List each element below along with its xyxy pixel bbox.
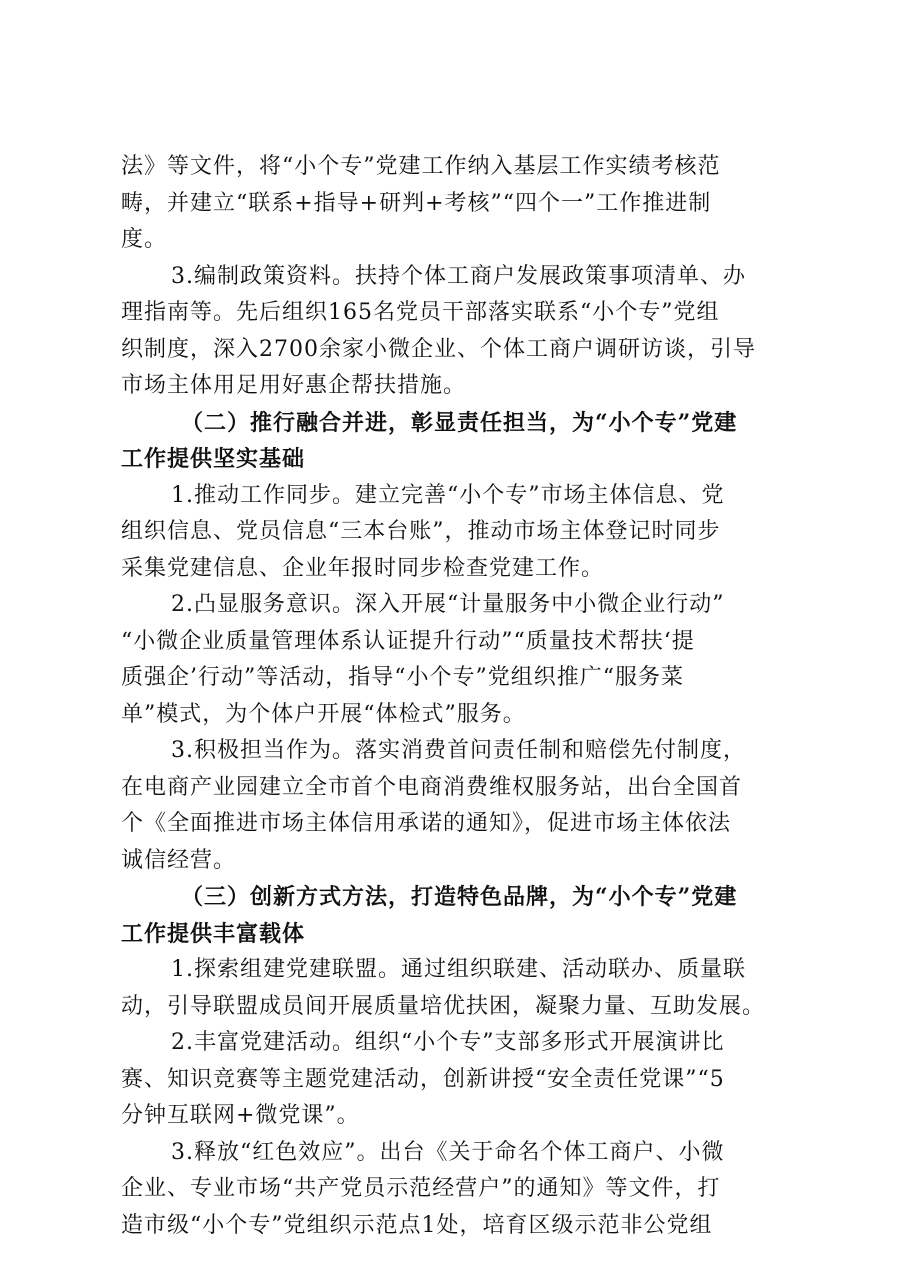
line-text: 企业、专业市场“共产党员示范经营户”的通知》等文件，打 [121, 1176, 721, 1201]
line-text: 3.积极担当作为。落实消费首问责任制和赔偿先付制度， [171, 738, 746, 763]
line-text: 1.推动工作同步。建立完善“小个专”市场主体信息、党 [171, 482, 725, 508]
section-heading-line [121, 405, 799, 442]
line-text: 造市级“小个专”党组织示范点1处，培育区级示范非公党组 [121, 1212, 713, 1238]
paragraph-line [121, 1135, 799, 1172]
section-heading-line [121, 441, 799, 478]
paragraph-line [121, 989, 799, 1026]
paragraph-line [121, 222, 799, 259]
line-text: 3.释放“红色效应”。出台《关于命名个体工商户、小微 [171, 1139, 725, 1165]
line-text: 分钟互联网+微党课”。 [121, 1103, 360, 1128]
paragraph-line [121, 733, 799, 770]
heading-text: 工作提供丰富载体 [121, 920, 306, 947]
paragraph-line [121, 551, 799, 588]
paragraph-line [121, 952, 799, 989]
paragraph-line [121, 259, 799, 296]
line-text: 诚信经营。 [121, 847, 237, 873]
paragraph-line [121, 1171, 799, 1208]
paragraph-line [121, 843, 799, 880]
paragraph-line [121, 332, 799, 369]
line-text: 1.探索组建党建联盟。通过组织联建、活动联办、质量联 [171, 957, 746, 982]
paragraph-line [121, 149, 799, 186]
line-text: 市场主体用足用好惠企帮扶措施。 [121, 373, 467, 398]
paragraph-line [121, 1062, 799, 1099]
line-text: 动，引导联盟成员间开展质量培优扶困，凝聚力量、互助发展。 [121, 993, 766, 1019]
paragraph-line [121, 514, 799, 551]
line-text: 采集党建信息、企业年报时同步检查党建工作。 [121, 555, 605, 581]
line-text: 畴，并建立“联系+指导+研判+考核”“四个一”工作推进制 [121, 190, 712, 216]
paragraph-line [121, 806, 799, 843]
heading-text: （二）推行融合并进，彰显责任担当，为“小个专”党建 [181, 409, 738, 436]
paragraph-line [121, 770, 799, 807]
section-heading-line [121, 916, 799, 953]
line-text: 理指南等。先后组织165名党员干部落实联系“小个专”党组 [121, 300, 720, 325]
paragraph-line [121, 1208, 799, 1245]
paragraph-line [121, 1025, 799, 1062]
line-text: 个《全面推进市场主体信用承诺的通知》，促进市场主体依法 [121, 811, 732, 836]
paragraph-line [121, 587, 799, 624]
section-heading-line [121, 879, 799, 916]
line-text: 单”模式，为个体户开展“体检式”服务。 [121, 701, 526, 727]
line-text: 法》等文件，将“小个专”党建工作纳入基层工作实绩考核范 [121, 154, 721, 179]
line-text: 赛、知识竞赛等主题党建活动，创新讲授“安全责任党课”“5 [121, 1066, 725, 1092]
heading-text: （三）创新方式方法，打造特色品牌，为“小个专”党建 [181, 884, 738, 910]
paragraph-line [121, 660, 799, 697]
line-text: 组织信息、党员信息“三本台账”，推动市场主体登记时同步 [121, 519, 721, 544]
paragraph-line [121, 186, 799, 223]
line-text: “小微企业质量管理体系认证提升行动”“质量技术帮扶‘提 [121, 628, 695, 654]
paragraph-line [121, 295, 799, 332]
line-text: 质强企’行动”等活动，指导“小个专”党组织推广“服务菜 [121, 665, 684, 690]
line-text: 在电商产业园建立全市首个电商消费维权服务站，出台全国首 [121, 774, 743, 800]
line-text: 2.凸显服务意识。深入开展“计量服务中小微企业行动” [171, 592, 725, 617]
heading-text: 工作提供坚实基础 [121, 446, 306, 472]
line-text: 度。 [121, 227, 168, 252]
paragraph-line [121, 1098, 799, 1135]
line-text: 2.丰富党建活动。组织“小个专”支部多形式开展演讲比 [171, 1030, 725, 1055]
paragraph-line [121, 368, 799, 405]
document-body [121, 149, 799, 1244]
paragraph-line [121, 478, 799, 515]
paragraph-line [121, 697, 799, 734]
paragraph-line [121, 624, 799, 661]
line-text: 3.编制政策资料。扶持个体工商户发展政策事项清单、办 [171, 263, 746, 289]
line-text: 织制度，深入2700余家小微企业、个体工商户调研访谈，引导 [121, 336, 756, 362]
